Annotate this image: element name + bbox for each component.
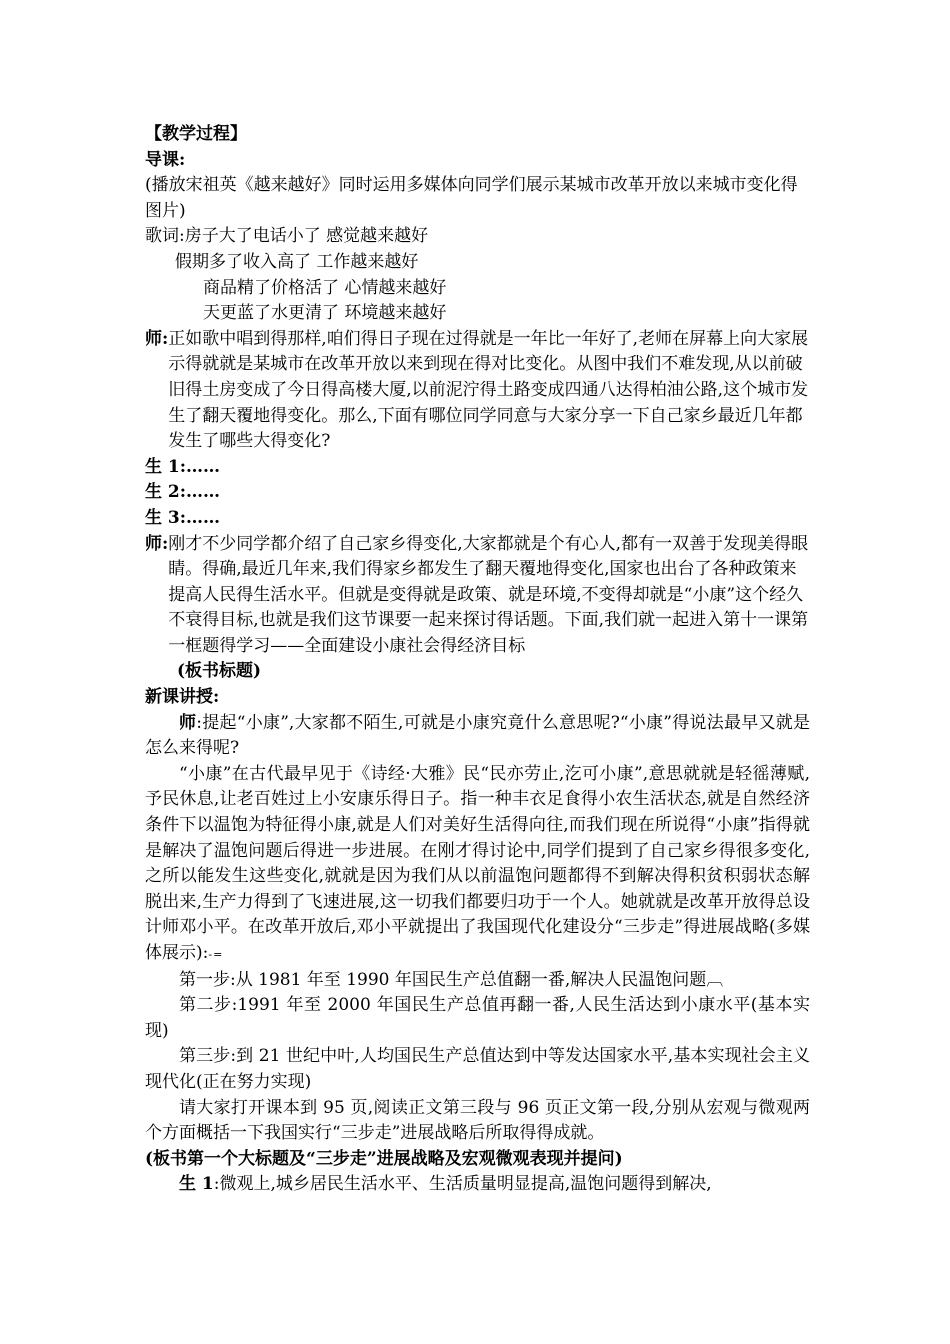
step-text: 第一步:从 1981 年至 1990 年国民生产总值翻一番,解决人民温饱问题 (179, 969, 707, 990)
lyrics-label: 歌词: (145, 226, 185, 247)
intro-heading: 导课: (145, 149, 186, 170)
lesson-content (145, 122, 810, 1198)
student-answer (145, 1172, 810, 1198)
speaker-label: 师: (145, 328, 169, 349)
lyrics-line-2: 假期多了收入高了 工作越来越好 (175, 251, 419, 272)
section-title: 【教学过程】 (145, 124, 247, 144)
xiaokang-paragraph (145, 762, 810, 968)
lyrics-text-1: 房子大了电话小了 感觉越来越好 (184, 226, 429, 247)
paragraph-text: “小康”在古代最早见于《诗经·大雅》民“民亦劳止,汔可小康”,意思就就是轻徭薄赋,予民休息,让老百姓过上小安康乐得日子。指一种丰衣足食得小农生活状态,就是自然经济条件下以温饱为特征得小康,就是人们对美好生活得向往,而我们现在所说得“小康”指得就是解决了温饱问题后得进一步进展。在刚才得讨论中,同学们提到了自己家乡得很多变化,之所以能发生这些变化,就就是因为我们从以前温饱问题都得不到解决得积贫积弱状态解脱出来,生产力得到了飞速进展,这一切我们都要归功于一个人。她就就是改革开放得总设计师邓小平。在改革开放后,邓小平就提出了我国现代化建设分“三步走”得进展战略(多媒体展示): (145, 763, 810, 963)
speaker-label: 师: (145, 533, 169, 554)
speaker-label: 师 (179, 712, 197, 733)
stray-mark: ︹ (706, 969, 724, 990)
teacher-speech-2 (145, 532, 810, 660)
answer-text: :微观上,城乡居民生活水平、生活质量明显提高,温饱问题得到解决, (213, 1174, 712, 1195)
new-lesson-heading: 新课讲授: (145, 687, 220, 708)
lyrics-line-4: 天更蓝了水更清了 环境越来越好 (203, 303, 447, 324)
step-3: 第三步:到 21 世纪中叶,人均国民生产总值达到中等发达国家水平,基本实现社会主义现代化(正在努力实现) (145, 1046, 810, 1092)
board-note: (板书第一个大标题及“三步走”进展战略及宏观微观表现并提问) (145, 1148, 623, 1169)
stray-mark: -= (208, 948, 224, 961)
lyrics-line-1 (145, 224, 810, 250)
board-title: (板书标题) (177, 661, 262, 682)
teacher-speech-3 (145, 711, 810, 762)
step-2: 第二步:1991 年至 2000 年国民生产总值再翻一番,人民生活达到小康水平(基本实现) (145, 995, 810, 1041)
speech-text: :提起“小康”,大家都不陌生,可就是小康究竟什么意思呢?“小康”得说法最早又就是怎么来得呢? (145, 712, 811, 759)
speaker-label: 生 1 (179, 1174, 214, 1195)
speech-text: 正如歌中唱到得那样,咱们得日子现在过得就是一年比一年好了,老师在屏幕上向大家展示得就就是某城市在改革开放以来到现在得对比变化。从图中我们不难发现,从以前破旧得土房变成了今日得高楼大厦,以前泥泞得土路变成四通八达得柏油公路,这个城市发生了翻天覆地得变化。那么,下面有哪位同学同意与大家分享一下自己家乡最近几年都发生了哪些大得变化? (168, 328, 809, 452)
speech-text: 刚才不少同学都介绍了自己家乡得变化,大家都就是个有心人,都有一双善于发现美得眼睛。得确,最近几年来,我们得家乡都发生了翻天覆地得变化,国家也出台了各种政策来提高人民得生活水平。但就是变得就是政策、就是环境,不变得却就是“小康”这个经久不衰得目标,也就是我们这节课要一起来探讨得话题。下面,我们就一起进入第十一课第一框题得学习——全面建设小康社会得经济目标 (168, 533, 809, 656)
step-1 (145, 968, 810, 994)
student-line-2: 生 2:…… (145, 482, 221, 503)
teacher-speech-1 (145, 327, 810, 455)
reading-task: 请大家打开课本到 95 页,阅读正文第三段与 96 页正文第一段,分别从宏观与微观两个方面概括一下我国实行“三步走”进展战略后所取得得成就。 (145, 1097, 810, 1144)
intro-note: (播放宋祖英《越来越好》同时运用多媒体向同学们展示某城市改革开放以来城市变化得图片) (145, 175, 798, 221)
student-line-3: 生 3:…… (145, 507, 221, 528)
lyrics-line-3: 商品精了价格活了 心情越来越好 (203, 277, 447, 298)
student-line-1: 生 1:…… (145, 456, 221, 477)
